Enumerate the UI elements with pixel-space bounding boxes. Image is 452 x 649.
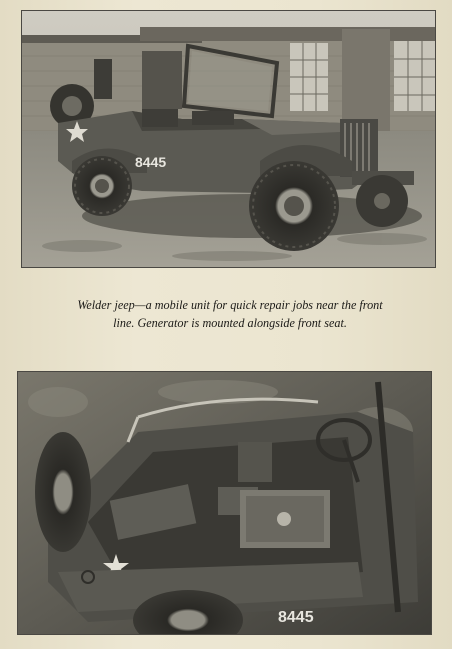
figure-caption [40, 296, 420, 332]
welder-jeep-overhead-photo [18, 372, 431, 634]
vehicle-number-top: 8445 [135, 154, 167, 170]
welder-jeep-side-photo [22, 11, 435, 267]
vehicle-number-bottom: 8445 [278, 609, 314, 626]
caption-line-2: line. Generator is mounted alongside front seat. [113, 316, 347, 330]
caption-line-1: Welder jeep—a mobile unit for quick repair jobs near the front [77, 298, 383, 312]
